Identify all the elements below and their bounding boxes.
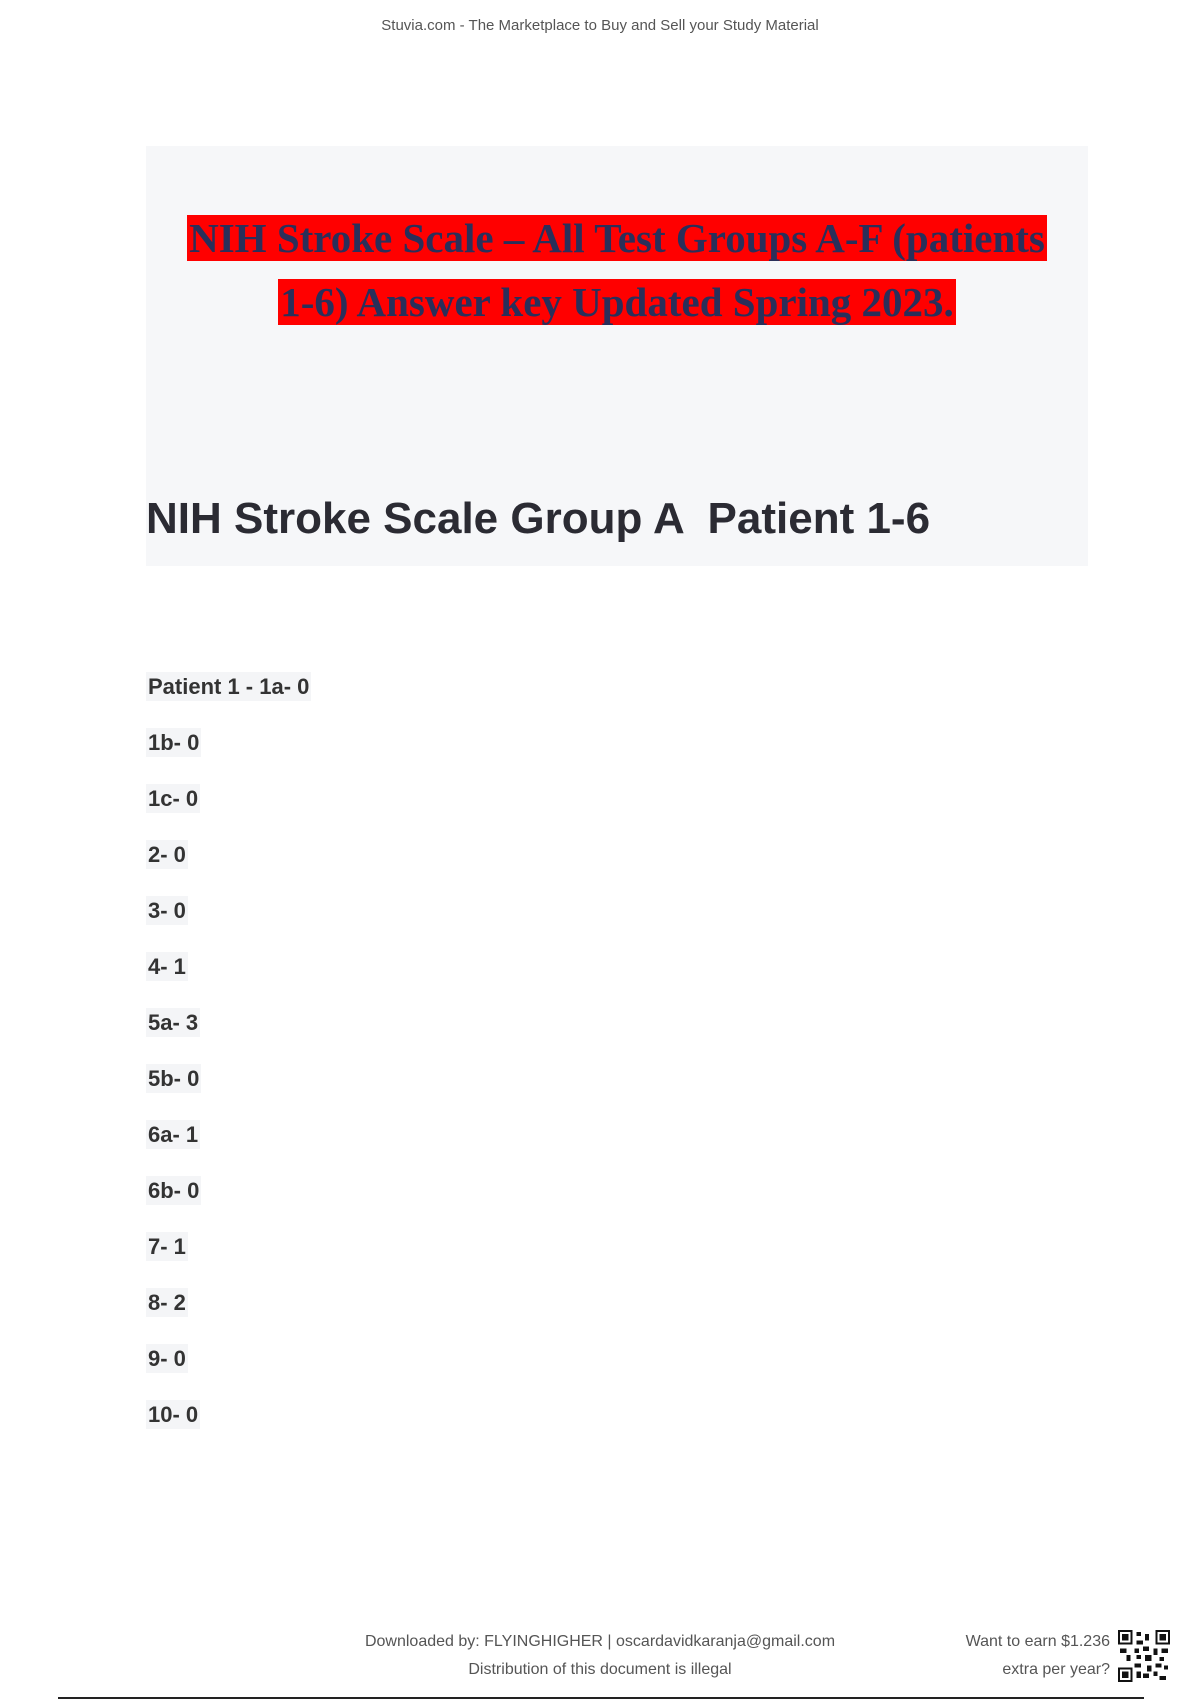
- list-item: [146, 1346, 311, 1402]
- list-item: [146, 786, 311, 842]
- list-item: [146, 842, 311, 898]
- score-text: Patient 1 - 1a- 0: [148, 674, 310, 699]
- promo-line-1: Want to earn $1.236: [965, 1633, 1110, 1650]
- score-text: 4- 1: [148, 954, 186, 979]
- score-text: 1c- 0: [148, 786, 199, 811]
- score-text: 9- 0: [148, 1346, 186, 1371]
- score-text: 6b- 0: [148, 1178, 200, 1203]
- list-item: [146, 1066, 311, 1122]
- list-item: [146, 674, 311, 730]
- list-item: [146, 1290, 311, 1346]
- score-text: 5b- 0: [148, 1066, 200, 1091]
- score-text: 2- 0: [148, 842, 186, 867]
- page-header: Stuvia.com - The Marketplace to Buy and Sell your Study Material: [381, 17, 819, 34]
- list-item: [146, 1178, 311, 1234]
- score-text: 1b- 0: [148, 730, 200, 755]
- score-text: 8- 2: [148, 1290, 186, 1315]
- list-item: [146, 1010, 311, 1066]
- bottom-divider: [58, 1697, 1144, 1699]
- footer-download-info: [300, 1628, 900, 1684]
- qr-code-icon[interactable]: [1118, 1630, 1170, 1682]
- distribution-notice: Distribution of this document is illegal: [468, 1661, 732, 1678]
- promo-line-2: extra per year?: [1002, 1661, 1110, 1678]
- group-heading: NIH Stroke Scale Group A Patient 1-6: [146, 494, 931, 543]
- list-item: [146, 1234, 311, 1290]
- document-title-line-2: 1-6) Answer key Updated Spring 2023.: [280, 279, 954, 325]
- score-text: 7- 1: [148, 1234, 186, 1259]
- list-item: [146, 954, 311, 1010]
- score-text: 3- 0: [148, 898, 186, 923]
- document-title-line-1: NIH Stroke Scale – All Test Groups A-F (patients: [189, 215, 1045, 261]
- score-text: 6a- 1: [148, 1122, 199, 1147]
- downloaded-by-text: Downloaded by: FLYINGHIGHER | oscardavidkaranja@gmail.com: [364, 1633, 836, 1650]
- score-text: 10- 0: [148, 1402, 199, 1427]
- list-item: [146, 1402, 311, 1458]
- document-title: [146, 206, 1088, 334]
- list-item: [146, 1122, 311, 1178]
- score-text: 5a- 3: [148, 1010, 199, 1035]
- promo-text[interactable]: [966, 1628, 1110, 1684]
- list-item: [146, 898, 311, 954]
- score-list: [146, 674, 311, 1458]
- list-item: [146, 730, 311, 786]
